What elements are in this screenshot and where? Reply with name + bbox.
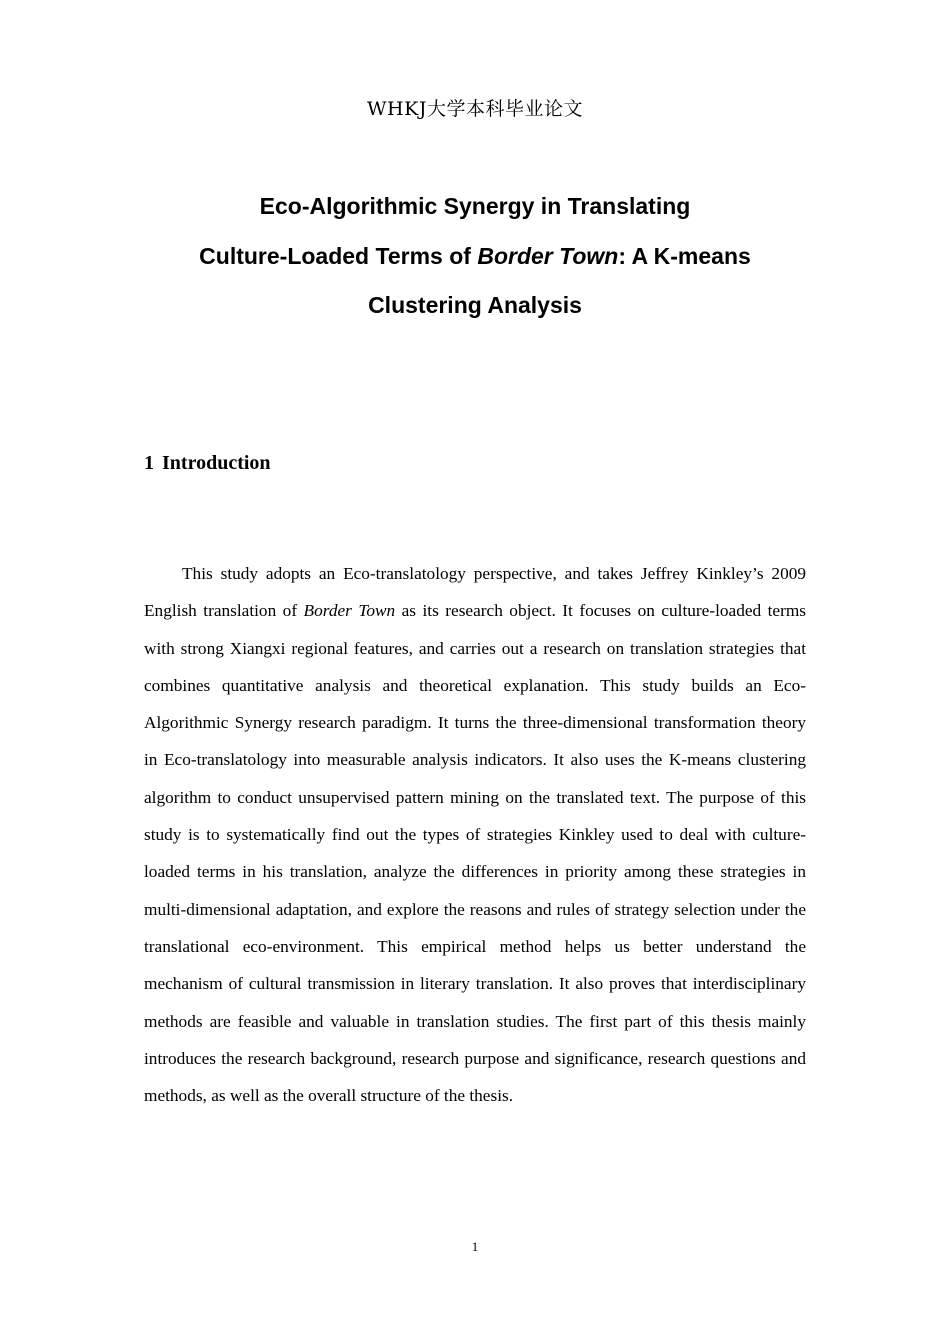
thesis-title [144, 182, 806, 331]
running-header: WHKJ大学本科毕业论文 [367, 98, 583, 120]
paragraph-italic-work: Border Town [303, 601, 396, 621]
section-heading [144, 452, 271, 475]
title-line-2-start: Culture-Loaded Terms of [199, 242, 478, 269]
title-italic-work: Border Town [477, 242, 619, 269]
paragraph-part-1: This study adopts an Eco-translatology perspective, and takes Jeffrey Kinkley’s 2009 English translation of [144, 564, 806, 621]
title-line-2 [144, 232, 806, 282]
title-line-2-end: : A K-means [618, 242, 751, 269]
page-number: 1 [471, 1239, 479, 1254]
section-number: 1 [144, 452, 154, 474]
body-paragraph [144, 555, 806, 1114]
title-line-1: Eco-Algorithmic Synergy in Translating [259, 193, 691, 219]
paragraph-part-2: as its research object. It focuses on culture-loaded terms with strong Xiangxi regional features, and carries out a research on translation strategies that combines quantitative analysis and theoretical explanation. This study builds an Eco-Algorithmic Synergy research paradigm. It turns the three-dimensional transformation theory in Eco-translatology into measurable analysis indicators. It also uses the K-means clustering algorithm to conduct unsupervised pattern mining on the translated text. The purpose of this study is to systematically find out the types of strategies Kinkley used to deal with culture-loaded terms in his translation, analyze the differences in priority among these strategies in multi-dimensional adaptation, and explore the reasons and rules of strategy selection under the translational eco-environment. This empirical method helps us better understand the mechanism of cultural transmission in literary translation. It also proves that interdisciplinary methods are feasible and valuable in translation studies. The first part of this thesis mainly introduces the research background, research purpose and significance, research questions and methods, as well as the overall structure of the thesis. [144, 601, 807, 1106]
section-title: Introduction [162, 452, 271, 474]
title-line-3: Clustering Analysis [368, 292, 582, 318]
